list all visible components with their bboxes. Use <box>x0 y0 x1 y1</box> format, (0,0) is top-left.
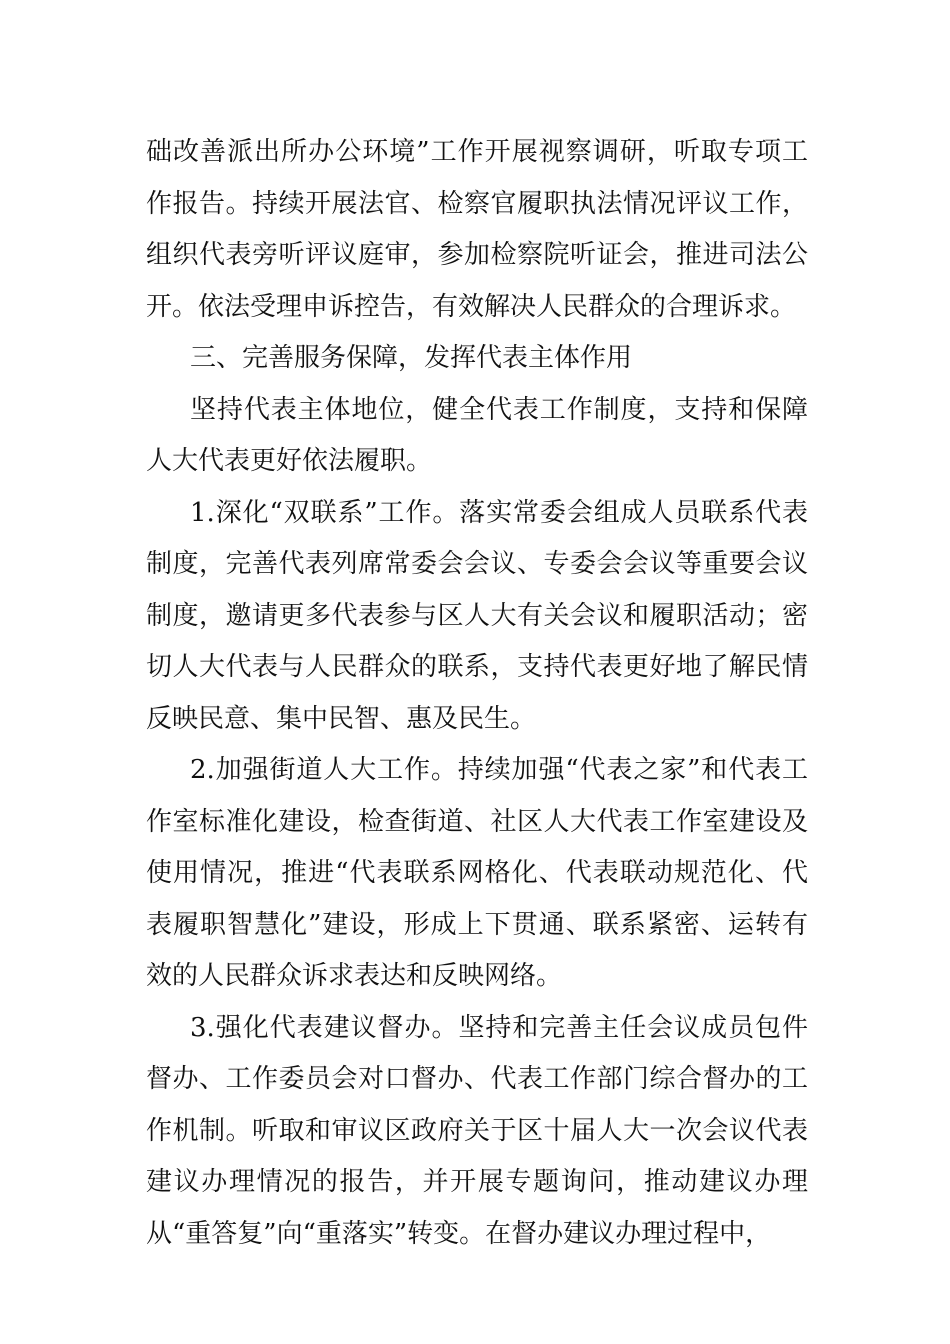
document-page <box>146 127 808 1260</box>
paragraph-continuation: 础改善派出所办公环境”工作开展视察调研，听取专项工作报告。持续开展法官、检察官履职执法情况评议工作，组织代表旁听评议庭审，参加检察院听证会，推进司法公开。依法受理申诉控告，有效解决人民群众的合理诉求。 <box>146 137 808 322</box>
paragraph-item-1: 1.深化“双联系”工作。落实常委会组成人员联系代表制度，完善代表列席常委会会议、专委会会议等重要会议制度，邀请更多代表参与区人大有关会议和履职活动；密切人大代表与人民群众的联系，支持代表更好地了解民情反映民意、集中民智、惠及民生。 <box>146 497 808 734</box>
paragraph-intro: 坚持代表主体地位，健全代表工作制度，支持和保障人大代表更好依法履职。 <box>146 394 808 476</box>
paragraph-item-3: 3.强化代表建议督办。坚持和完善主任会议成员包件督办、工作委员会对口督办、代表工作部门综合督办的工作机制。听取和审议区政府关于区十届人大一次会议代表建议办理情况的报告，并开展专题询问，推动建议办理从“重答复”向“重落实”转变。在督办建议办理过程中， <box>146 1012 808 1249</box>
paragraph-item-2: 2.加强街道人大工作。持续加强“代表之家”和代表工作室标准化建设，检查街道、社区人大代表工作室建设及使用情况，推进“代表联系网格化、代表联动规范化、代表履职智慧化”建设，形成上下贯通、联系紧密、运转有效的人民群众诉求表达和反映网络。 <box>146 755 808 991</box>
section-heading: 三、完善服务保障，发挥代表主体作用 <box>190 343 633 373</box>
